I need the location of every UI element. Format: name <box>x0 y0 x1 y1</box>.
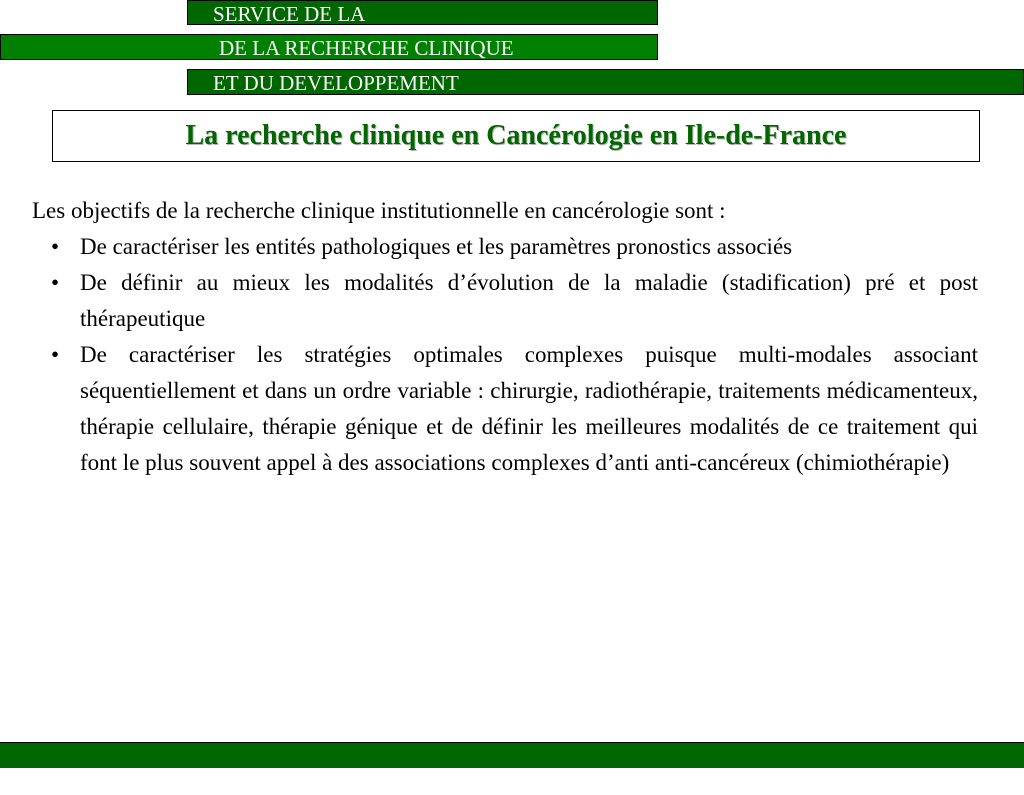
slide-title: La recherche clinique en Cancérologie en Ile-de-France <box>185 120 847 151</box>
objectives-list <box>32 229 978 481</box>
header-band-service-label: SERVICE DE LA <box>213 2 366 25</box>
intro-paragraph: Les objectifs de la recherche clinique institutionnelle en cancérologie sont : <box>32 198 726 223</box>
header-band-developpement <box>187 69 1024 95</box>
list-item-text: De caractériser les entités pathologiques et les paramètres pronostics associés <box>80 234 793 259</box>
footer-text: Le 14 novembre 2003 - NB/FB/SM - Page 1 <box>807 776 1014 788</box>
footer-bar <box>0 742 1024 788</box>
list-item <box>32 337 978 481</box>
bullet-icon: • <box>51 234 60 259</box>
bullet-icon: • <box>51 342 60 367</box>
list-item-text: De caractériser les stratégies optimales complexes puisque multi-modales associant séquentiellement et dans un ordre variable : chirurgie, radiothérapie, traitements médicamenteux, thérapie cellulaire, thérapie génique et de définir les meilleures modalités de ce traitement qui font le plus souvent appel à des associations complexes d’anti anti-cancéreux (chimiothérapie) <box>80 342 978 475</box>
list-item-text: De définir au mieux les modalités d’évolution de la maladie (stadification) pré et post thérapeutique <box>80 270 978 331</box>
list-item <box>32 229 978 265</box>
header-band-service <box>187 0 658 25</box>
header-band-developpement-label: ET DU DEVELOPPEMENT <box>213 71 459 95</box>
header-band-recherche-clinique <box>0 34 658 60</box>
header-band-recherche-clinique-label: DE LA RECHERCHE CLINIQUE <box>219 36 514 60</box>
slide-body <box>32 193 978 481</box>
list-item <box>32 265 978 337</box>
slide-title-box <box>52 110 980 162</box>
bullet-icon: • <box>51 270 60 295</box>
